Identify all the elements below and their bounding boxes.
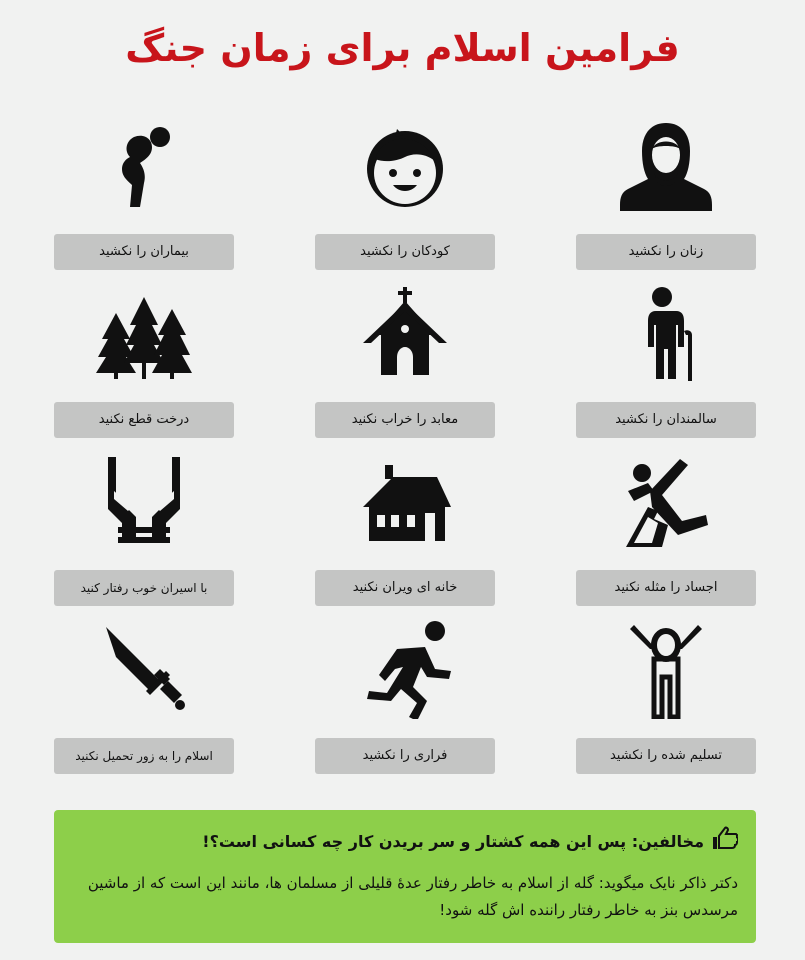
surrender-icon	[576, 614, 756, 724]
rule-card-houses	[315, 446, 495, 606]
mutilation-icon	[576, 446, 756, 556]
elderly-person-icon	[576, 278, 756, 388]
rule-card-trees	[54, 278, 234, 438]
rule-label: فراری را نکشید	[315, 738, 495, 774]
counterargument-box	[54, 810, 756, 943]
sick-person-icon	[54, 110, 234, 220]
rule-label: اسلام را به زور تحمیل نکنید	[54, 738, 234, 774]
note-heading-row	[72, 826, 738, 856]
rule-card-prisoners	[54, 446, 234, 606]
note-heading: مخالفین: پس این همه کشتار و سر بریدن کار چه کسانی است؟!	[202, 831, 704, 851]
rule-card-elderly	[576, 278, 756, 438]
trees-icon	[54, 278, 234, 388]
child-face-icon	[315, 110, 495, 220]
rule-card-children	[315, 110, 495, 270]
rule-label: سالمندان را نکشید	[576, 402, 756, 438]
church-icon	[315, 278, 495, 388]
rules-grid	[54, 110, 756, 790]
rule-card-mutilation	[576, 446, 756, 606]
runner-icon	[315, 614, 495, 724]
rule-card-surrendered	[576, 614, 756, 774]
woman-icon	[576, 110, 756, 220]
note-body: دکتر ذاکر نایک میگوید: گله از اسلام به خاطر رفتار عدهٔ قلیلی از مسلمان ها، مانند این است که از ماشین مرسدس بنز به خاطر رفتار راننده اش گله شود!	[87, 874, 738, 919]
rule-label: بیماران را نکشید	[54, 234, 234, 270]
rule-card-women	[576, 110, 756, 270]
rule-label: زنان را نکشید	[576, 234, 756, 270]
rule-label: معابد را خراب نکنید	[315, 402, 495, 438]
rule-label: کودکان را نکشید	[315, 234, 495, 270]
page-title: فرامین اسلام برای زمان جنگ	[125, 26, 680, 70]
sword-icon	[54, 614, 234, 724]
rule-card-sick	[54, 110, 234, 270]
rule-label: خانه ای ویران نکنید	[315, 570, 495, 606]
bound-hands-icon	[54, 446, 234, 556]
rule-card-fugitive	[315, 614, 495, 774]
rule-label: اجساد را مثله نکنید	[576, 570, 756, 606]
rule-label: درخت قطع نکنید	[54, 402, 234, 438]
rule-card-temples	[315, 278, 495, 438]
rule-card-forced-religion	[54, 614, 234, 774]
pointing-hand-icon	[712, 826, 738, 856]
rule-label: با اسیران خوب رفتار کنید	[54, 570, 234, 606]
house-icon	[315, 446, 495, 556]
rule-label: تسلیم شده را نکشید	[576, 738, 756, 774]
